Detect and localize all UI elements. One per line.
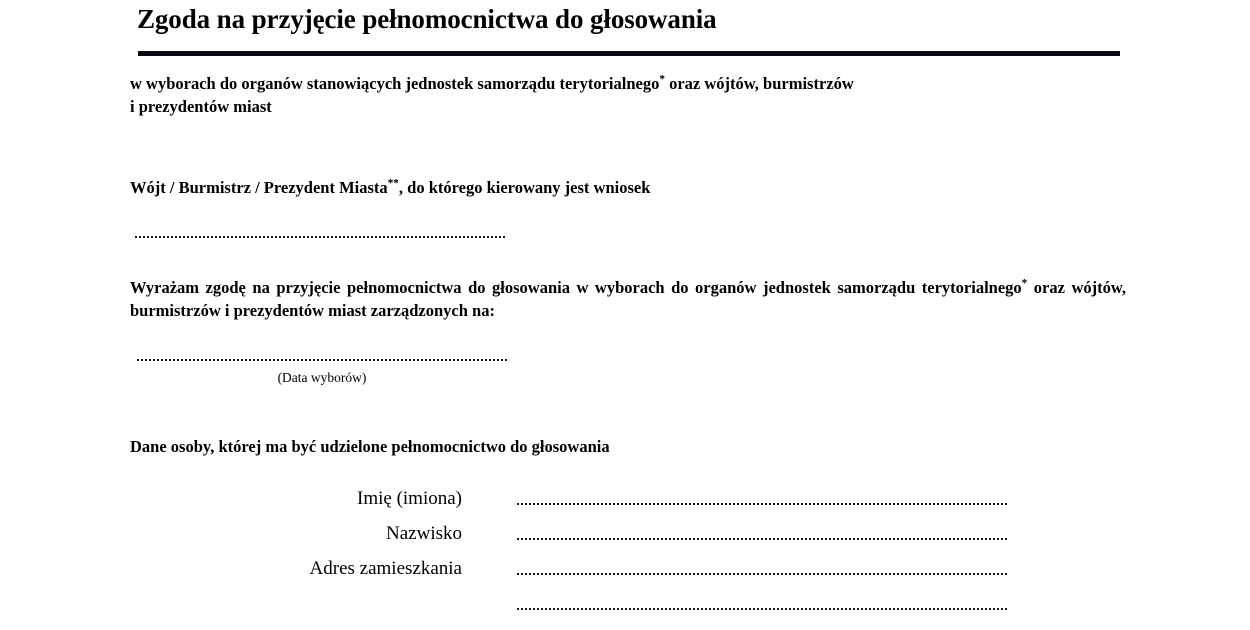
addressee-input-dotted-line[interactable] (135, 233, 505, 238)
label-nazwisko: Nazwisko (386, 523, 462, 544)
subtitle-text-part2: oraz wójtów, burmistrzów (664, 74, 854, 93)
input-adres-zamieszkania-continuation-dotted-line[interactable] (517, 605, 1007, 610)
form-row (0, 585, 1250, 620)
form-row (0, 480, 1250, 515)
footnote-marker-single-asterisk-declaration: * (1021, 277, 1028, 290)
footnote-marker-single-asterisk: * (659, 73, 665, 86)
personal-data-form (0, 480, 1250, 620)
page-title: Zgoda na przyjęcie pełnomocnictwa do głosowania (137, 4, 717, 34)
declaration-text-part2: oraz wójtów, burmistrzów i prezydentów miast zarządzonych na: (130, 278, 1127, 321)
election-date-caption: (Data wyborów) (277, 370, 367, 385)
form-row (0, 515, 1250, 550)
title-divider-rule (138, 51, 1120, 56)
addressee-text-before-marker: Wójt / Burmistrz / Prezydent Miasta (130, 178, 388, 197)
election-date-input-dotted-line[interactable] (137, 356, 507, 361)
subtitle-text-line2: i prezydentów miast (130, 97, 272, 117)
input-nazwisko-dotted-line[interactable] (517, 535, 1007, 540)
declaration-text-part1: Wyrażam zgodę na przyjęcie pełnomocnictwa do głosowania w wyborach do organów jednostek samorządu terytorialnego (130, 278, 1022, 297)
form-row (0, 550, 1250, 585)
subtitle-paragraph (130, 72, 1126, 119)
label-adres-zamieszkania: Adres zamieszkania (309, 558, 462, 579)
footnote-marker-double-asterisk: ** (387, 177, 399, 190)
subtitle-text-part1: w wyborach do organów stanowiących jednostek samorządu terytorialnego (130, 74, 660, 93)
declaration-paragraph (130, 276, 1126, 323)
addressee-label-line (130, 176, 1126, 199)
input-adres-zamieszkania-dotted-line[interactable] (517, 570, 1007, 575)
addressee-text-after-marker: , do którego kierowany jest wniosek (398, 178, 651, 197)
label-imie: Imię (imiona) (357, 488, 462, 509)
input-imie-dotted-line[interactable] (517, 500, 1007, 505)
personal-data-section-heading: Dane osoby, której ma być udzielone pełnomocnictwo do głosowania (130, 437, 610, 456)
